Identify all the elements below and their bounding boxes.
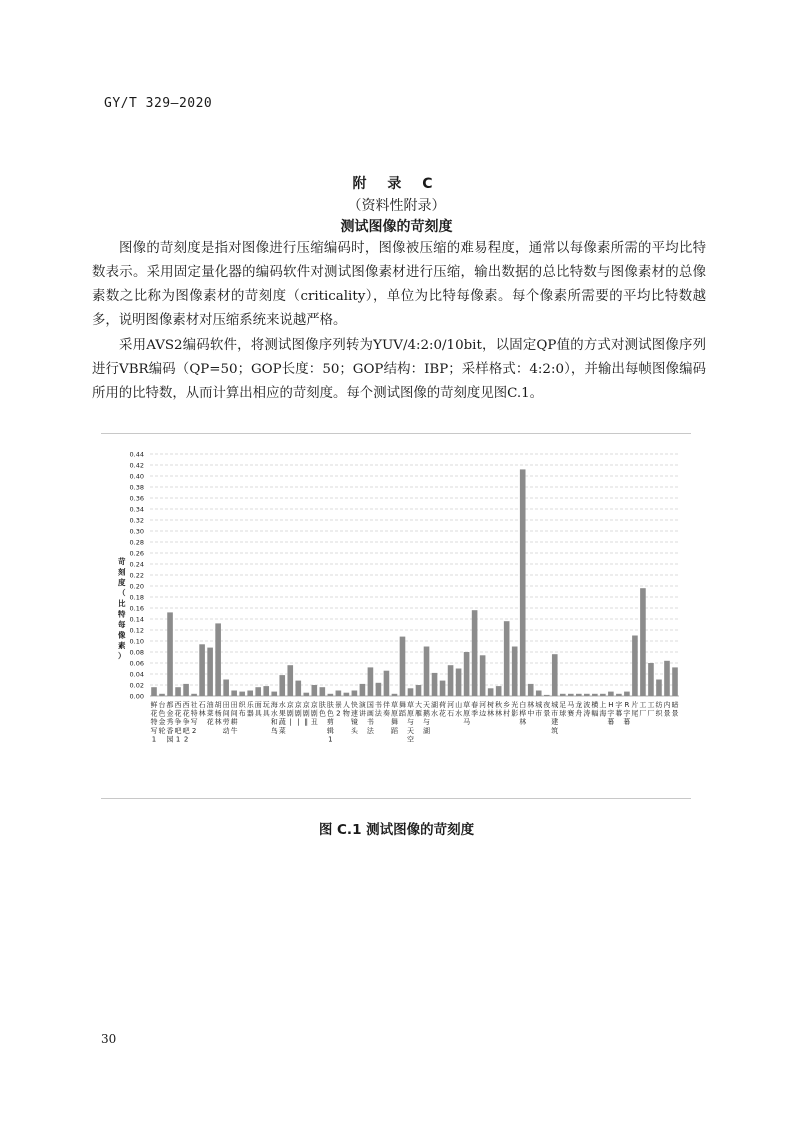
category-label: 春季: [471, 701, 479, 718]
category-label: 肤色剪辑 1: [326, 701, 334, 744]
y-tick-label: 0.08: [129, 648, 144, 657]
bar: [512, 647, 518, 697]
bar: [239, 692, 245, 696]
category-label: 人物: [342, 701, 350, 718]
category-label: 肤色: [318, 701, 326, 718]
category-label: 油菜花: [206, 701, 214, 727]
category-label: 社特写 2: [190, 701, 198, 735]
bar: [279, 675, 285, 696]
category-label: R 字幕: [623, 701, 631, 727]
y-tick-label: 0.28: [129, 538, 144, 547]
category-label: 夜景: [543, 701, 551, 718]
bar: [207, 648, 213, 696]
category-label: 京剧|: [294, 701, 302, 727]
bar: [344, 693, 350, 696]
category-label: 田间耕牛: [230, 701, 238, 735]
y-tick-label: 0.40: [129, 472, 144, 481]
bar: [608, 692, 614, 696]
category-label: 暗景: [671, 701, 679, 718]
y-tick-label: 0.00: [129, 692, 144, 701]
bar: [536, 691, 542, 697]
bar: [464, 652, 470, 696]
bar: [231, 691, 237, 697]
paragraph-method: 采用AVS2编码软件，将测试图像序列转为YUV/4:2:0/10bit，以固定QP值的方式对测试图像序列进行VBR编码（QP=50；GOP长度：50；GOP结构：IBP；采样格式：4:2:0），并输出每帧图像编码所用的比特数，从而计算出相应的苛刻度。每个测试图像的苛刻度见图C.1。: [92, 338, 706, 401]
bar: [392, 694, 398, 696]
bar: [384, 671, 390, 696]
bar: [504, 621, 510, 696]
y-tick-label: 0.36: [129, 494, 144, 503]
category-label: 草原与天空: [406, 701, 414, 744]
category-label: 都金秀香园: [166, 701, 174, 744]
bar: [263, 686, 269, 696]
bar: [159, 694, 165, 696]
category-label: 城市: [535, 701, 543, 718]
bar: [376, 683, 382, 696]
category-label: 京剧|: [286, 701, 294, 727]
page-number: 30: [101, 1032, 117, 1046]
category-label: 石林: [198, 701, 206, 718]
bar: [271, 692, 277, 696]
bar: [352, 691, 358, 697]
category-label: 西花争吧 2: [182, 701, 190, 744]
paragraph-definition: 图像的苛刻度是指对图像进行压缩编码时，图像被压缩的难易程度，通常以每像素所需的平均比特数表示。采用固定量化器的编码软件对测试图像素材进行压缩，输出数据的总比特数与图像素材的总像素数之比称为图像素材的苛刻度（criticality），单位为比特每像素。每个像素所需要的平均比特数越多，说明图像素材对压缩系统来说越严格。: [92, 241, 706, 328]
y-tick-label: 0.10: [129, 637, 144, 646]
bar: [576, 694, 582, 696]
bar: [312, 685, 318, 696]
bar: [183, 684, 189, 696]
y-tick-label: 0.02: [129, 681, 144, 690]
category-label: 树林: [487, 701, 495, 718]
bar: [560, 694, 566, 696]
category-label: 河边: [479, 701, 487, 718]
bar: [456, 669, 462, 697]
bar: [672, 667, 678, 696]
category-label: 国画书法: [366, 701, 374, 735]
y-tick-label: 0.42: [129, 461, 144, 470]
bar: [600, 694, 606, 696]
category-label: 胡杨林: [214, 701, 222, 727]
category-label: 上海: [599, 701, 607, 718]
category-label: 草原马: [463, 701, 471, 727]
category-label: 湖水: [431, 701, 439, 718]
y-tick-label: 0.38: [129, 483, 144, 492]
category-label: 乡村: [503, 701, 511, 718]
y-tick-label: 0.04: [129, 670, 144, 679]
bar: [215, 623, 221, 696]
criticality-bar-chart: [101, 434, 691, 798]
category-label: 乐器: [246, 701, 254, 718]
bar: [448, 665, 454, 696]
category-label: 山水: [455, 701, 463, 718]
category-label: 马赛: [567, 701, 575, 718]
annex-title: 测试图像的苛刻度: [340, 219, 453, 235]
bar: [440, 681, 446, 696]
standard-code: GY/T 329—2020: [104, 96, 213, 111]
bar: [640, 588, 646, 696]
category-label: 京剧‖: [302, 701, 310, 727]
category-label: 景 2: [334, 701, 342, 718]
category-label: 海水和鸟: [270, 701, 278, 735]
category-label: 内景: [663, 701, 671, 718]
category-label: 波涛: [583, 701, 591, 718]
y-tick-label: 0.06: [129, 659, 144, 668]
bar: [528, 684, 534, 696]
category-label: 足球: [559, 701, 567, 718]
category-label: 横幅: [591, 701, 599, 718]
bar: [368, 667, 374, 696]
bar: [416, 685, 422, 696]
category-label: 水果蔬菜: [278, 701, 286, 735]
bar: [175, 687, 181, 696]
bar: [255, 687, 261, 696]
bar: [664, 661, 670, 696]
bar: [584, 694, 590, 696]
bar: [568, 694, 574, 696]
category-label: 舞蹈: [398, 701, 406, 718]
bar: [496, 686, 502, 696]
bar: [648, 663, 654, 696]
category-label: 面具: [254, 701, 262, 718]
category-label: 河石: [447, 701, 455, 718]
bar: [632, 636, 638, 697]
bar: [320, 687, 326, 696]
category-label: 秋林: [495, 701, 503, 718]
y-tick-label: 0.20: [129, 582, 144, 591]
bar: [400, 637, 406, 696]
category-label: 快速镜头: [350, 701, 358, 735]
bar: [336, 691, 342, 697]
category-label: 片尾: [631, 701, 639, 718]
y-tick-label: 0.30: [129, 527, 144, 536]
y-tick-label: 0.12: [129, 626, 144, 635]
y-tick-label: 0.44: [129, 450, 144, 459]
y-tick-label: 0.22: [129, 571, 144, 580]
bar: [408, 688, 414, 696]
category-label: 书法: [374, 701, 382, 718]
bar: [191, 694, 197, 696]
bar: [488, 688, 494, 696]
category-label: 织布: [238, 701, 246, 718]
bar: [432, 673, 438, 696]
category-label: 田间劳动: [222, 701, 230, 735]
y-tick-label: 0.32: [129, 516, 144, 525]
category-label: 草原舞蹈: [390, 701, 398, 735]
bar: [624, 692, 630, 696]
y-tick-label: 0.16: [129, 604, 144, 613]
category-label: 工厂: [647, 701, 655, 718]
bar: [656, 680, 662, 697]
bar: [303, 693, 309, 696]
bar: [287, 665, 293, 696]
category-label: 荷花: [439, 701, 447, 718]
category-label: 台色金轮: [158, 701, 166, 735]
bar: [552, 654, 558, 696]
bar: [520, 469, 526, 696]
bar: [328, 694, 334, 696]
bar: [151, 687, 157, 696]
y-tick-label: 0.24: [129, 560, 144, 569]
bar: [360, 684, 366, 696]
category-label: 城市建筑: [551, 701, 559, 735]
bar: [247, 691, 253, 697]
figure-caption: 图 C.1 测试图像的苛刻度: [318, 822, 475, 838]
annex-nature: （资料性附录）: [347, 198, 446, 214]
category-label: 龙舟: [575, 701, 583, 718]
bar: [544, 695, 550, 696]
bar: [167, 612, 173, 696]
category-label: 大雁: [415, 701, 423, 718]
category-label: 光影: [511, 701, 519, 718]
category-label: 工厂: [639, 701, 647, 718]
category-label: 西花争吧 1: [174, 701, 182, 744]
bar: [480, 655, 486, 696]
category-label: 林中: [527, 701, 535, 718]
annex-label: 附 录 C: [352, 176, 441, 192]
y-tick-label: 0.34: [129, 505, 144, 514]
bar: [592, 694, 598, 696]
category-label: 字幕: [615, 701, 623, 718]
category-label: 鲜花特写 1: [150, 701, 158, 744]
bar: [295, 681, 301, 696]
bar: [472, 610, 478, 696]
bar: [223, 680, 229, 697]
category-label: 演讲: [358, 701, 366, 718]
category-label: 白桦林: [519, 701, 527, 727]
category-label: 纺织: [655, 701, 663, 718]
category-label: H 字幕: [607, 701, 615, 727]
category-label: 天鹅与湖: [423, 701, 431, 735]
category-label: 伴奏: [382, 701, 390, 718]
y-tick-label: 0.26: [129, 549, 144, 558]
category-label: 京剧丑: [310, 701, 318, 727]
bar: [199, 644, 205, 696]
y-tick-label: 0.14: [129, 615, 144, 624]
chart-frame: [101, 433, 691, 799]
category-label: 玩具: [262, 701, 270, 718]
bar: [424, 647, 430, 697]
y-axis-label: 苛刻度（比特每像素）: [118, 557, 126, 661]
y-tick-label: 0.18: [129, 593, 144, 602]
bar: [616, 694, 622, 696]
